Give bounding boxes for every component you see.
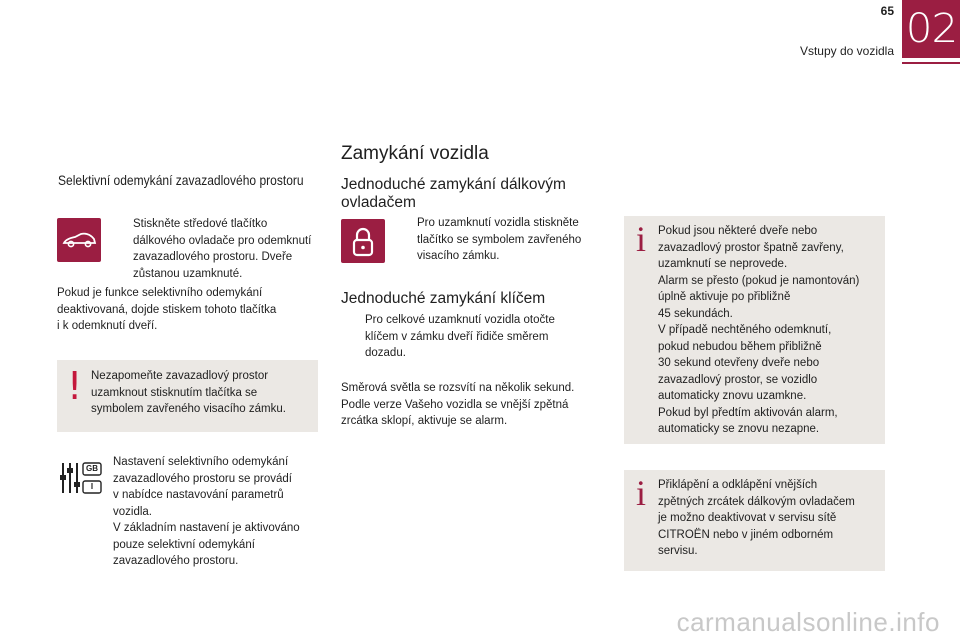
padlock-icon: [341, 219, 385, 263]
text-line: klíčem v zámku dveří řidiče směrem: [365, 330, 549, 343]
text-line: 30 sekund otevřeny dveře nebo: [658, 357, 820, 369]
key-locking-bullet: [341, 312, 606, 362]
info-note-doors-text: [658, 223, 883, 438]
selective-unlock-paragraph: [57, 285, 322, 335]
watermark: carmanualsonline.info: [676, 607, 940, 637]
info-icon: i: [636, 473, 647, 513]
text-line: automaticky se znovu nezapne.: [658, 423, 820, 435]
selective-unlock-heading: Selektivní odemykání zavazadlového prostoru: [58, 172, 304, 188]
text-line: Směrová světla se rozsvítí na několik sekund.: [341, 382, 575, 394]
info-note-mirrors-text: [658, 477, 883, 560]
text-line: Jednoduché zamykání dálkovým: [341, 176, 566, 193]
text-line: 45 sekundách.: [658, 307, 733, 320]
settings-sliders-icon: [57, 459, 103, 499]
text-line: zrcátka sklopí, aktivuje se alarm.: [341, 415, 508, 427]
text-line: automaticky znovu uzamkne.: [658, 390, 807, 402]
text-line: zpětných zrcátek dálkovým ovladačem: [658, 495, 855, 508]
key-locking-heading: Jednoduché zamykání klíčem: [341, 290, 546, 307]
text-line: V případě nechtěného odemknutí,: [658, 324, 832, 336]
text-line: Pro celkové uzamknutí vozidla otočte: [365, 314, 555, 326]
settings-icon-label-i: I: [90, 482, 94, 491]
text-line: Pokud jsou některé dveře nebo: [658, 225, 818, 237]
text-line: pokud nebudou během přibližně: [658, 340, 822, 353]
warning-text: [91, 368, 316, 418]
text-line: zůstanou uzamknuté.: [133, 267, 243, 280]
settings-text: [113, 454, 328, 570]
chapter-number: 02: [905, 6, 957, 52]
info-note-mirrors: [624, 470, 885, 571]
text-line: Nastavení selektivního odemykání: [113, 456, 289, 468]
text-line: V základním nastavení je aktivováno: [113, 522, 300, 534]
chapter-tab-underline: [902, 62, 960, 64]
info-note-doors: [624, 216, 885, 444]
remote-locking-bullet: [397, 215, 607, 265]
settings-icon-label-gb: GB: [86, 464, 98, 473]
warning-note: [57, 360, 318, 432]
chapter-number-tab: [902, 0, 960, 58]
text-line: zavazadlový prostor, se vozidlo: [658, 373, 818, 386]
bullet-icon: [341, 312, 365, 362]
info-icon: i: [636, 219, 647, 259]
text-line: je možno deaktivovat v servisu sítě: [658, 512, 837, 524]
text-line: Nezapomeňte zavazadlový prostor: [91, 370, 269, 382]
text-line: dozadu.: [365, 347, 406, 359]
page-number: 65: [880, 4, 894, 18]
text-line: Pro uzamknutí vozidla stiskněte: [417, 217, 579, 229]
text-line: zavazadlového prostoru se provádí: [113, 472, 292, 485]
text-line: CITROËN nebo v jiném odborném: [658, 528, 834, 541]
text-line: pouze selektivní odemykání: [113, 538, 255, 551]
text-line: zavazadlového prostoru.: [113, 555, 239, 567]
car-trunk-remote-icon: [57, 218, 101, 262]
text-line: i k odemknutí dveří.: [57, 320, 158, 332]
text-line: visacího zámku.: [417, 250, 500, 262]
text-line: Stiskněte středové tlačítko: [133, 218, 268, 230]
text-line: Podle verze Vašeho vozidla se vnější zpětná: [341, 398, 569, 411]
text-line: uzamknutí se neprovede.: [658, 258, 788, 270]
text-line: Pokud byl předtím aktivován alarm,: [658, 406, 838, 419]
text-line: Pokud je funkce selektivního odemykání: [57, 287, 263, 299]
text-line: deaktivovaná, dojde stiskem tohoto tlačítka: [57, 303, 277, 316]
chapter-title: Vstupy do vozidla: [799, 44, 894, 58]
text-line: dálkového ovladače pro odemknutí: [133, 234, 312, 247]
text-line: úplně aktivuje po přibližně: [658, 291, 791, 303]
bullet-icon: [113, 216, 133, 282]
key-locking-paragraph: [341, 380, 611, 430]
text-line: zavazadlový prostor špatně zavřeny,: [658, 241, 844, 254]
text-line: ovladačem: [341, 194, 416, 211]
text-line: symbolem zavřeného visacího zámku.: [91, 403, 286, 415]
bullet-icon: [397, 215, 417, 265]
text-line: tlačítko se symbolem zavřeného: [417, 233, 582, 246]
warning-icon: !: [67, 364, 83, 408]
locking-main-heading: Zamykání vozidla: [341, 143, 489, 164]
selective-unlock-bullet: [113, 216, 323, 282]
text-line: vozidla.: [113, 505, 152, 518]
text-line: Alarm se přesto (pokud je namontován): [658, 274, 860, 287]
text-line: uzamknout stisknutím tlačítka se: [91, 386, 258, 399]
text-line: v nabídce nastavování parametrů: [113, 489, 284, 501]
text-line: servisu.: [658, 545, 698, 557]
text-line: zavazadlového prostoru. Dveře: [133, 251, 293, 263]
remote-locking-heading: [341, 176, 566, 212]
text-line: Přiklápění a odklápění vnějších: [658, 479, 818, 491]
